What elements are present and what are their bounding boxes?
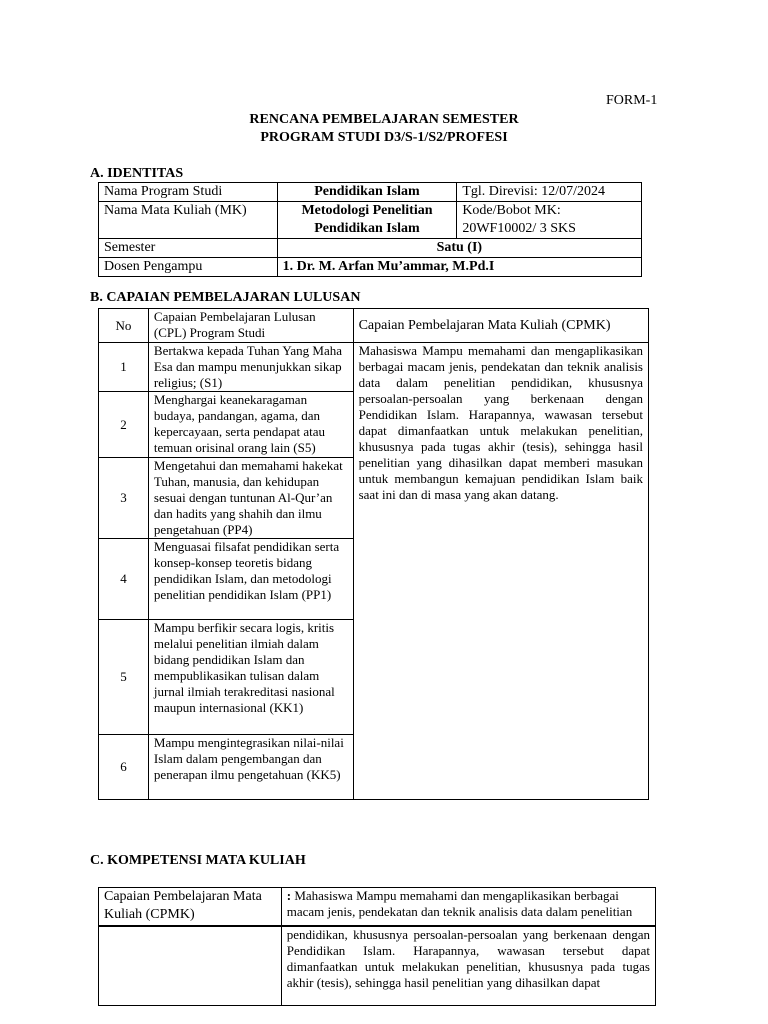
cpl-table — [98, 308, 649, 800]
cpl-no: 6 — [99, 735, 149, 800]
value-semester: Satu (I) — [277, 239, 641, 258]
cpl-no: 1 — [99, 343, 149, 392]
kode-bobot — [457, 202, 642, 239]
value-mata-kuliah — [277, 202, 457, 239]
section-cpl-title: B. CAPAIAN PEMBELAJARAN LULUSAN — [90, 290, 361, 305]
tgl-direvisi: Tgl. Direvisi: 12/07/2024 — [457, 183, 642, 202]
empty-cell — [99, 926, 282, 1006]
kompetensi-table — [98, 887, 656, 1006]
label-semester: Semester — [99, 239, 278, 258]
table-row — [99, 343, 649, 392]
cpl-no: 3 — [99, 458, 149, 539]
cpl-text: Bertakwa kepada Tuhan Yang Maha Esa dan mampu menunjukkan sikap religius; (S1) — [148, 343, 353, 392]
cpl-text: Mampu berfikir secara logis, kritis melalui penelitian ilmiah dalam bidang pendidikan Islam dan mempublikasikan tulisan dalam jurnal ilmiah terakreditasi nasional maupun internasional (KK1) — [148, 620, 353, 735]
value-dosen: 1. Dr. M. Arfan Mu’ammar, M.Pd.I — [277, 258, 641, 277]
cpl-no: 5 — [99, 620, 149, 735]
cpmk-text: Mahasiswa Mampu memahami dan mengaplikasikan berbagai macam jenis, pendekatan dan teknik analisis data dalam penelitian pendidikan, khususnya persoalan-persoalan yang berkenaan dengan Pendidikan Islam. Harapannya, wawasan tersebut dapat dimanfaatkan untuk melakukan penelitian, khususnya pada tugas akhir (tesis), sehingga hasil penelitian yang dihasilkan dapat memberi masukan untuk membangun kemajuan pendidikan Islam baik saat ini dan di masa yang akan datang. — [353, 343, 648, 800]
cpl-text: Mampu mengintegrasikan nilai-nilai Islam dalam pengembangan dan penerapan ilmu pengetahuan (KK5) — [148, 735, 353, 800]
section-kompetensi-title: C. KOMPETENSI MATA KULIAH — [90, 853, 306, 868]
value-program-studi: Pendidikan Islam — [277, 183, 457, 202]
label-cpmk: Capaian Pembelajaran Mata Kuliah (CPMK) — [99, 888, 282, 926]
kode-value: 20WF10002/ 3 SKS — [462, 221, 576, 236]
value-mata-kuliah-line2: Pendidikan Islam — [314, 221, 420, 236]
header-no: No — [99, 309, 149, 343]
section-identitas-title: A. IDENTITAS — [90, 166, 184, 181]
kompetensi-text-top-body: Mahasiswa Mampu memahami dan mengaplikasikan berbagai macam jenis, pendekatan dan teknik analisis data dalam penelitian — [286, 888, 633, 919]
table-row — [99, 202, 642, 239]
kompetensi-text-bottom: pendidikan, khususnya persoalan-persoalan yang berkenaan dengan Pendidikan Islam. Harapannya, wawasan tersebut dapat dimanfaatkan untuk melakukan penelitian, khususnya pada tugas akhir (tesis), sehingga hasil penelitian yang dihasilkan dapat — [281, 926, 655, 1006]
value-mata-kuliah-line1: Metodologi Penelitian — [301, 203, 433, 218]
identitas-table — [98, 182, 642, 277]
table-row — [99, 239, 642, 258]
table-row — [99, 888, 656, 926]
document-subtitle: PROGRAM STUDI D3/S-1/S2/PROFESI — [260, 130, 508, 145]
table-header-row — [99, 309, 649, 343]
table-row — [99, 258, 642, 277]
cpl-text: Menguasai filsafat pendidikan serta konsep-konsep teoretis bidang pendidikan Islam, dan metodologi penelitian pendidikan Islam (PP1) — [148, 539, 353, 620]
header-cpmk: Capaian Pembelajaran Mata Kuliah (CPMK) — [353, 309, 648, 343]
table-row — [99, 926, 656, 1006]
cpl-text: Menghargai keanekaragaman budaya, pandangan, agama, dan kepercayaan, serta pendapat atau temuan orisinal orang lain (S5) — [148, 392, 353, 458]
label-mata-kuliah: Nama Mata Kuliah (MK) — [99, 202, 278, 239]
cpl-no: 2 — [99, 392, 149, 458]
table-row — [99, 183, 642, 202]
cpl-no: 4 — [99, 539, 149, 620]
header-cpl: Capaian Pembelajaran Lulusan (CPL) Program Studi — [148, 309, 353, 343]
kompetensi-text-top — [281, 888, 655, 926]
label-program-studi: Nama Program Studi — [99, 183, 278, 202]
cpl-text: Mengetahui dan memahami hakekat Tuhan, manusia, dan kehidupan sesuai dengan tuntunan Al-Qur’an dan hadits yang shahih dan ilmu pengetahuan (PP4) — [148, 458, 353, 539]
colon: : — [286, 888, 292, 903]
form-code: FORM-1 — [606, 93, 658, 108]
kode-label: Kode/Bobot MK: — [462, 203, 561, 218]
document-title: RENCANA PEMBELAJARAN SEMESTER — [249, 112, 519, 127]
label-dosen: Dosen Pengampu — [99, 258, 278, 277]
